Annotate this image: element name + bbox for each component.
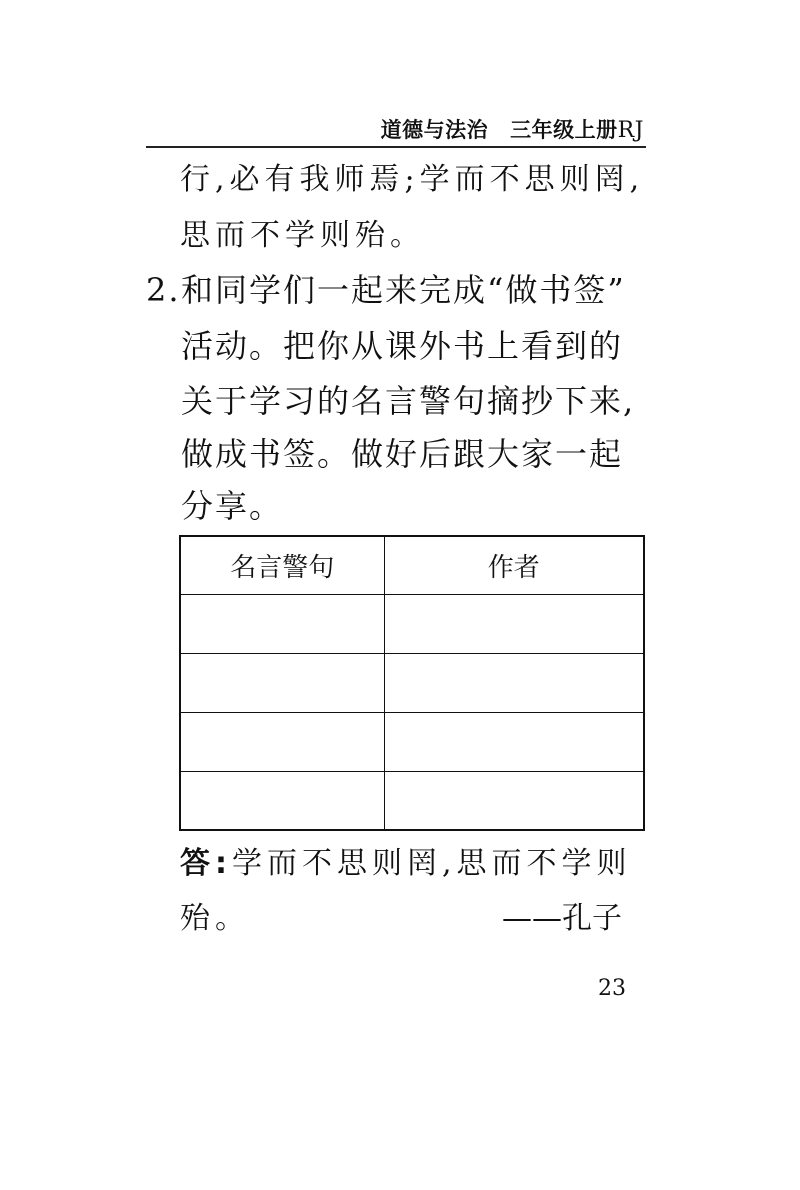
question-line-2: 活动。把你从课外书上看到的 [181,327,624,365]
previous-text-line-1: 行,必有我师焉;学而不思则罔, [180,162,645,197]
quotes-table [179,535,645,831]
answer-label: 答: [180,846,232,881]
header-subject: 道德与法治 [380,118,489,142]
table-row [180,712,644,771]
header-grade: 三年级上册 [510,118,618,142]
table-row [180,653,644,712]
question-line-1: 和同学们一起来完成“做书签” [181,271,626,309]
question-line-4: 做成书签。做好后跟大家一起 [181,435,624,473]
question-line-5: 分享。 [181,487,284,525]
question-line-3: 关于学习的名言警句摘抄下来, [181,382,636,420]
header-edition: RJ [617,118,644,143]
table-row [180,594,644,653]
table-header-quote: 名言警句 [180,536,384,594]
header-text [381,114,644,144]
author-cell[interactable] [384,653,644,712]
table-row [180,771,644,830]
quote-cell[interactable] [180,771,384,830]
quote-cell[interactable] [180,653,384,712]
quote-cell[interactable] [180,594,384,653]
question-number: 2. [146,271,181,309]
author-cell[interactable] [384,594,644,653]
quote-cell[interactable] [180,712,384,771]
author-cell[interactable] [384,771,644,830]
answer-text-1: 学而不思则罔,思而不学则 [232,846,632,881]
previous-text-line-2: 思而不学则殆。 [180,218,425,253]
table-header-author: 作者 [384,536,644,594]
author-cell[interactable] [384,712,644,771]
answer-line-2: 殆。 [180,901,250,936]
running-header [146,108,646,148]
page-number: 23 [598,976,626,1001]
answer-line-1 [180,844,632,884]
answer-attribution: ——孔子 [502,901,622,936]
table-header-row [180,536,644,594]
